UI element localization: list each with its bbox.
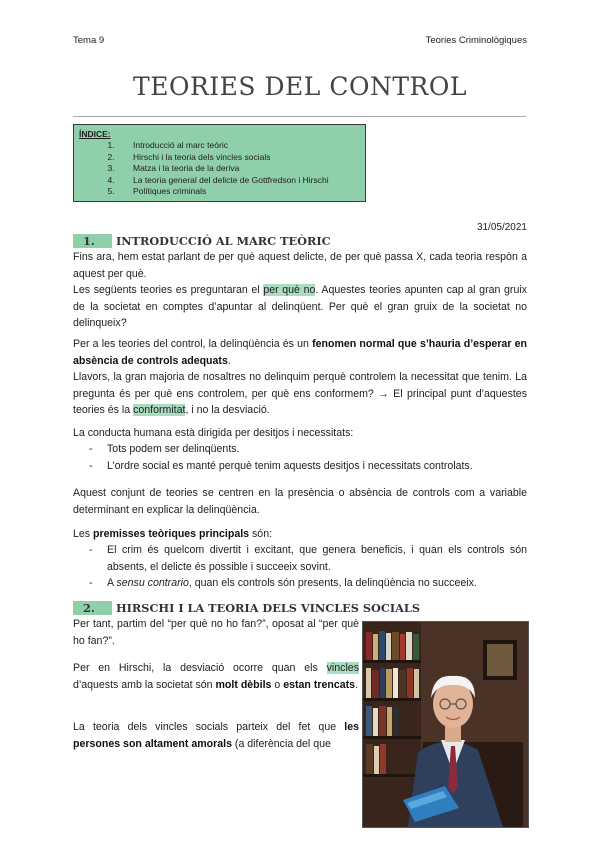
list-item: - Tots podem ser delinqüents.	[73, 441, 527, 458]
paragraph: Llavors, la gran majoria de nosaltres no delinquim perquè controlem la necessitat que tenim. La pregunta és per què ens controlem, per què ens conformem? → El principal punt d’aquestes teories és la conformitat, i no la desviació.	[73, 371, 527, 417]
italic-text: sensu contrario	[116, 577, 189, 590]
section-2-heading	[73, 601, 420, 615]
header-subject: Teories Criminològiques	[425, 35, 527, 46]
list-item: - El crim és quelcom divertit i excitant, que genera beneficis, i quan els controls són absents, el delicte és possible i succeeix sovint.	[73, 542, 527, 575]
bold-text: premisses teòriques principals	[93, 528, 250, 540]
index-item: 2. Hirschi i la teoria dels vincles socials	[117, 152, 360, 164]
section-title: INTRODUCCIÓ AL MARC TEÒRIC	[115, 234, 331, 248]
page-title: TEORIES DEL CONTROL	[133, 72, 467, 101]
paragraph: Per a les teories del control, la delinqüència és un fenomen normal que s’hauria d’esperar en absència de controls adequats.	[73, 338, 527, 367]
bullet-list	[73, 542, 527, 592]
header-topic: Tema 9	[73, 35, 105, 46]
list-item: - L’ordre social es manté perquè tenim aquests desitjos i necessitats controlats.	[73, 458, 527, 475]
index-heading: ÍNDICE:	[79, 129, 111, 139]
index-item: 4. La teoria general del delicte de Gottfredson i Hirschi	[117, 175, 360, 187]
index-item: 5. Polítiques criminals	[117, 186, 360, 198]
paragraph: Les premisses teòriques principals són:	[73, 528, 273, 540]
paragraph: La conducta humana està dirigida per desitjos i necessitats:	[73, 427, 354, 439]
bold-text: molt dèbils	[215, 678, 272, 691]
highlight: vincles	[326, 662, 359, 674]
paragraph: Per en Hirschi, la desviació ocorre quan els vincles d’aquests amb la societat són molt dèbils o estan trencats.	[73, 662, 359, 691]
paragraph: Aquest conjunt de teories se centren en la presència o absència de controls com a variable determinant en explicar la delinqüència.	[73, 487, 527, 516]
index-item: 3. Matza i la teoria de la deriva	[117, 163, 360, 175]
highlight: per què no	[263, 284, 316, 296]
index-list	[79, 140, 360, 198]
section-number: 1.	[73, 234, 112, 248]
paragraph: Les següents teories es preguntaran el per què no. Aquestes teories apunten cap al gran gruix de la societat en comptes d’apuntar al delinqüent. Per què el gran gruix de la societat no delinqueix?	[73, 284, 527, 330]
section-1-heading	[73, 234, 331, 248]
paragraph: Per tant, partim del “per què no ho fan?”, oposat al “per què ho fan?”.	[73, 618, 359, 647]
hirschi-photo	[362, 621, 529, 828]
bold-text: les persones son altament amorals	[73, 721, 359, 750]
list-item: - A sensu contrario, quan els controls són presents, la delinqüència no succeeix.	[73, 575, 527, 592]
bold-text: estan trencats	[283, 678, 356, 691]
section-number: 2.	[73, 601, 112, 615]
index-box	[73, 124, 366, 202]
title-divider	[73, 116, 526, 117]
paragraph: La teoria dels vincles socials parteix del fet que les persones son altament amorals (a diferència del que	[73, 721, 359, 750]
bullet-list	[73, 441, 527, 474]
section-title: HIRSCHI I LA TEORIA DELS VINCLES SOCIALS	[115, 601, 421, 615]
document-date: 31/05/2021	[476, 222, 527, 233]
paragraph: Fins ara, hem estat parlant de per què aquest delicte, de per què passa X, cada teoria respòn a aquest per què.	[73, 251, 527, 280]
index-item: 1. Introducció al marc teòric	[117, 140, 360, 152]
bold-text: fenomen normal que s’hauria d’esperar en absència de controls adequats	[73, 338, 527, 367]
highlight: conformitat	[133, 404, 186, 417]
